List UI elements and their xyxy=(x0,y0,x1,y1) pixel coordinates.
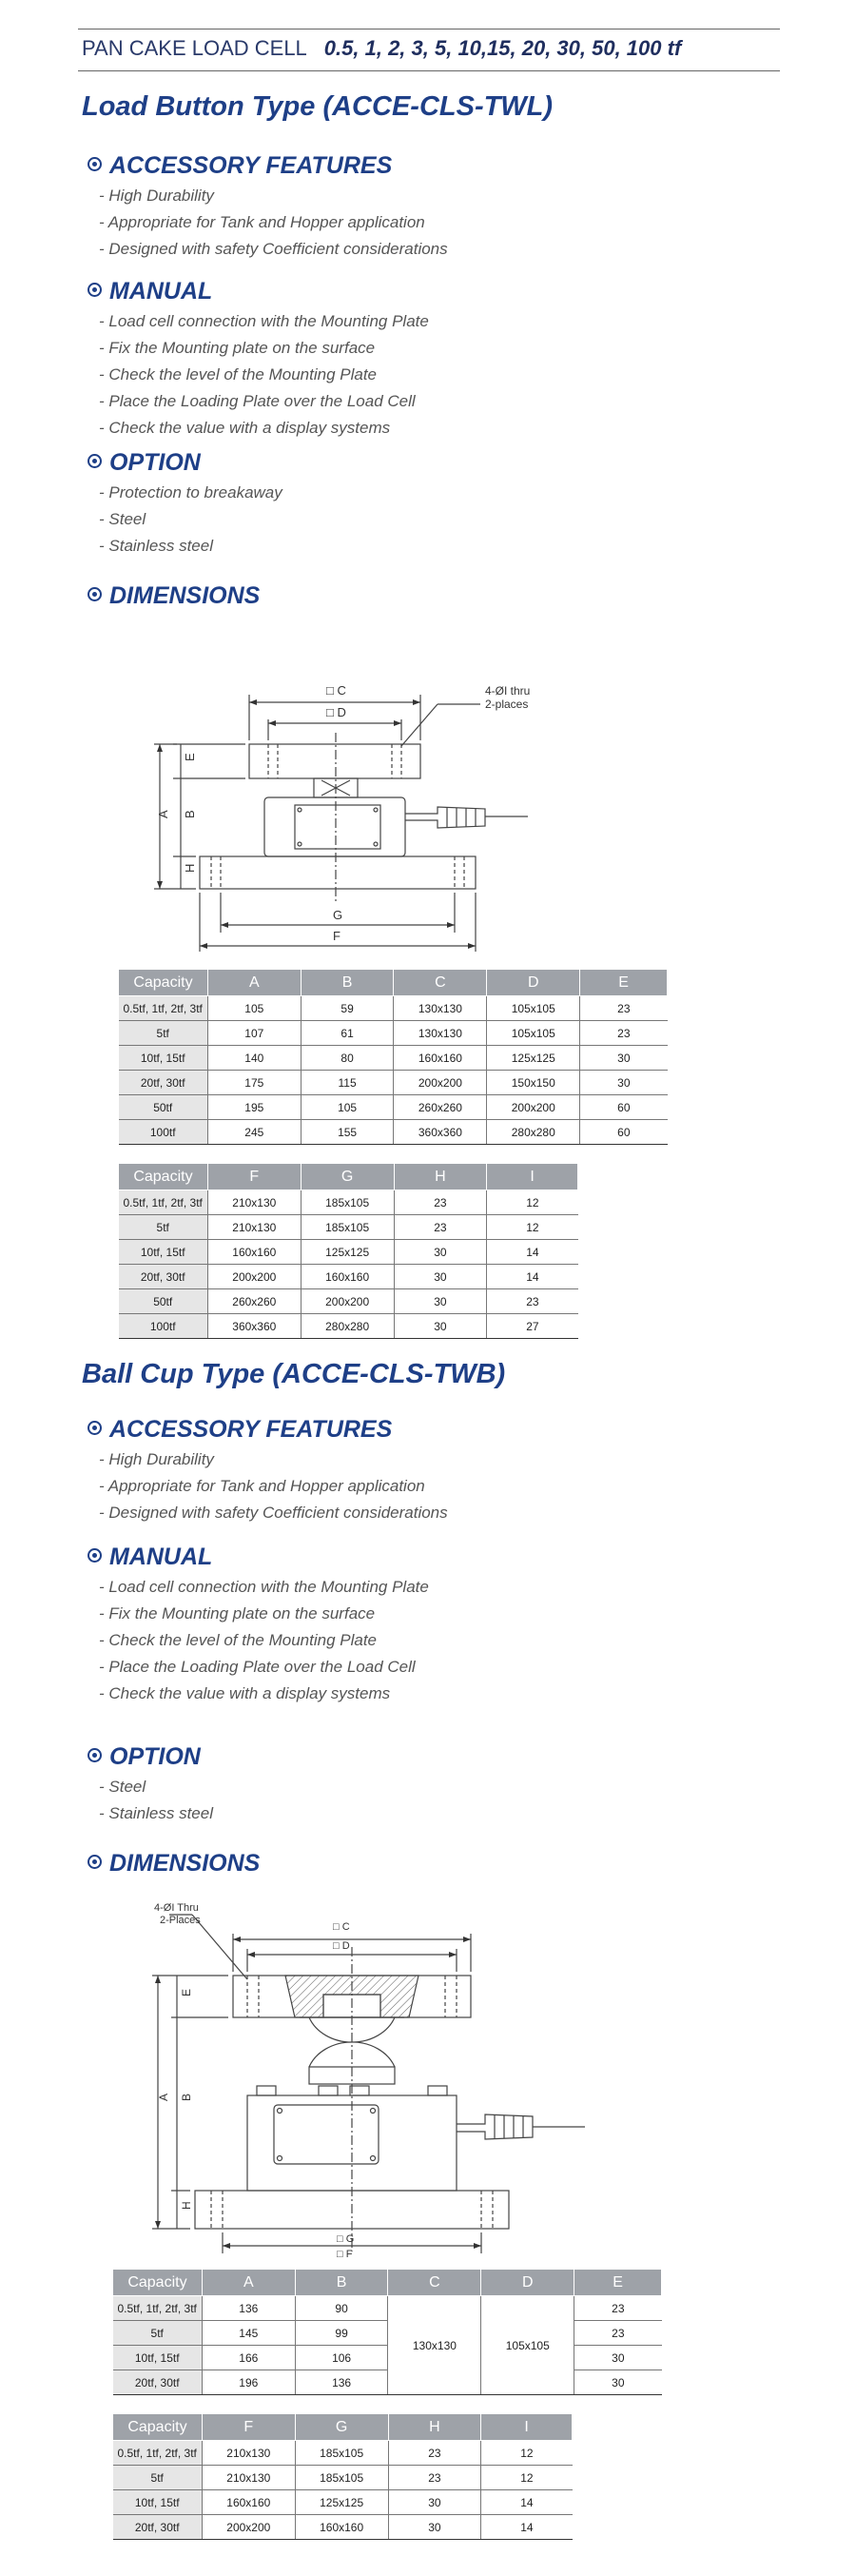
table-header-row: Capacity A B C D E xyxy=(119,970,668,996)
dim-label-a: A xyxy=(157,2093,170,2101)
table-row: 50tf 195 105 260x260 200x200 60 xyxy=(119,1095,668,1120)
table-row: 10tf, 15tf 166 106 30 xyxy=(113,2346,662,2370)
bullet-icon xyxy=(88,587,102,601)
bullet-icon xyxy=(88,283,102,297)
table-row: 5tf 210x130 185x105 23 12 xyxy=(119,1215,578,1240)
table-row: 20tf, 30tf 196 136 30 xyxy=(113,2370,662,2395)
list-item: - Fix the Mounting plate on the surface xyxy=(99,339,376,357)
section-title-ball-cup: Ball Cup Type (ACCE-CLS-TWB) xyxy=(82,1359,506,1389)
bullet-icon xyxy=(88,1421,102,1435)
list-item: - Check the level of the Mounting Plate xyxy=(99,365,377,383)
table-row: 5tf 107 61 130x130 105x105 23 xyxy=(119,1021,668,1046)
header-sizes: 0.5, 1, 2, 3, 5, 10,15, 20, 30, 50, 100 tf xyxy=(323,36,682,60)
table-row: 0.5tf, 1tf, 2tf, 3tf 136 90 130x130 105x105 23 xyxy=(113,2296,662,2321)
list-item: - Designed with safety Coefficient considerations xyxy=(99,240,448,258)
dim-label-h: H xyxy=(180,2201,193,2210)
list-item: - High Durability xyxy=(99,1450,214,1468)
table-row: 0.5tf, 1tf, 2tf, 3tf 105 59 130x130 105x105 23 xyxy=(119,996,668,1021)
table-header-row: Capacity F G H I xyxy=(119,1164,578,1190)
dim-label-b: B xyxy=(180,2093,193,2101)
load-button-dimension-drawing xyxy=(105,657,542,971)
dim-label-c: □ C xyxy=(333,1921,350,1933)
mounting-plate xyxy=(200,856,476,889)
list-item: - Designed with safety Coefficient considerations xyxy=(99,1504,448,1522)
merged-cell-c: 130x130 xyxy=(388,2296,481,2395)
dimension-table-a-e xyxy=(112,2269,662,2395)
dim-note-holes: 4-ØI thru xyxy=(485,684,531,698)
page-header xyxy=(82,36,681,61)
dim-label-b: B xyxy=(183,810,197,818)
list-item: - High Durability xyxy=(99,187,214,205)
table-header-row: Capacity A B C D E xyxy=(113,2270,662,2296)
dim-label-f: □ F xyxy=(337,2249,353,2260)
list-item: - Fix the Mounting plate on the surface xyxy=(99,1604,376,1622)
dimension-table-a-e xyxy=(118,969,668,1145)
dim-label-d: □ D xyxy=(333,1940,350,1952)
features-list xyxy=(99,1446,448,1526)
list-item: - Check the value with a display systems xyxy=(99,1684,391,1702)
dim-label-f: F xyxy=(333,929,340,943)
manual-list xyxy=(99,1574,429,1707)
list-item: - Check the value with a display systems xyxy=(99,419,391,437)
bullet-icon xyxy=(88,1748,102,1762)
dim-label-e: E xyxy=(183,753,197,761)
dimension-table-f-i xyxy=(118,1163,578,1339)
dimensions-heading: DIMENSIONS xyxy=(88,1850,260,1878)
option-heading: OPTION xyxy=(88,1743,201,1771)
features-heading: ACCESSORY FEATURES xyxy=(88,1416,392,1444)
table-row: 10tf, 15tf 160x160 125x125 30 14 xyxy=(119,1240,578,1265)
dim-label-g: G xyxy=(333,908,343,922)
table-row: 20tf, 30tf 200x200 160x160 30 14 xyxy=(113,2515,573,2540)
manual-heading: MANUAL xyxy=(88,278,212,305)
section-title-load-button: Load Button Type (ACCE-CLS-TWL) xyxy=(82,91,554,122)
merged-cell-d: 105x105 xyxy=(481,2296,574,2395)
bullet-icon xyxy=(88,1548,102,1563)
table-header-row: Capacity F G H I xyxy=(113,2414,573,2441)
list-item: - Appropriate for Tank and Hopper application xyxy=(99,213,425,231)
loading-plate xyxy=(249,744,420,778)
manual-list xyxy=(99,308,429,442)
list-item: - Place the Loading Plate over the Load Cell xyxy=(99,392,416,410)
bullet-icon xyxy=(88,454,102,468)
list-item: - Load cell connection with the Mounting Plate xyxy=(99,1578,429,1596)
list-item: - Protection to breakaway xyxy=(99,483,282,501)
table-row: 10tf, 15tf 140 80 160x160 125x125 30 xyxy=(119,1046,668,1071)
header-title: PAN CAKE LOAD CELL xyxy=(82,36,307,60)
option-heading: OPTION xyxy=(88,449,201,477)
bullet-icon xyxy=(88,157,102,171)
dim-label-g: □ G xyxy=(337,2233,355,2245)
list-item: - Appropriate for Tank and Hopper application xyxy=(99,1477,425,1495)
ball-cup-dimension-drawing xyxy=(105,1899,599,2261)
list-item: - Stainless steel xyxy=(99,1804,213,1822)
table-row: 20tf, 30tf 200x200 160x160 30 14 xyxy=(119,1265,578,1289)
table-row: 0.5tf, 1tf, 2tf, 3tf 210x130 185x105 23 12 xyxy=(119,1190,578,1215)
options-list xyxy=(99,480,282,560)
table-row: 20tf, 30tf 175 115 200x200 150x150 30 xyxy=(119,1071,668,1095)
list-item: - Steel xyxy=(99,1778,146,1796)
dimensions-heading: DIMENSIONS xyxy=(88,582,260,610)
table-row: 0.5tf, 1tf, 2tf, 3tf 210x130 185x105 23 12 xyxy=(113,2441,573,2466)
table-row: 50tf 260x260 200x200 30 23 xyxy=(119,1289,578,1314)
table-row: 5tf 210x130 185x105 23 12 xyxy=(113,2466,573,2490)
options-list xyxy=(99,1774,213,1827)
dim-note-places: 2-places xyxy=(485,698,529,711)
list-item: - Check the level of the Mounting Plate xyxy=(99,1631,377,1649)
dim-label-a: A xyxy=(156,810,170,818)
header-bottom-rule xyxy=(78,70,780,71)
list-item: - Place the Loading Plate over the Load Cell xyxy=(99,1658,416,1676)
dim-label-e: E xyxy=(180,1988,193,1996)
table-row: 10tf, 15tf 160x160 125x125 30 14 xyxy=(113,2490,573,2515)
dim-note-places: 2-Places xyxy=(160,1915,201,1926)
bullet-icon xyxy=(88,1855,102,1869)
table-row: 5tf 145 99 23 xyxy=(113,2321,662,2346)
dim-label-d: □ D xyxy=(326,705,346,719)
list-item: - Steel xyxy=(99,510,146,528)
features-list xyxy=(99,183,448,263)
dim-label-h: H xyxy=(183,863,197,873)
list-item: - Load cell connection with the Mounting Plate xyxy=(99,312,429,330)
list-item: - Stainless steel xyxy=(99,537,213,555)
dim-label-c: □ C xyxy=(326,683,346,698)
dim-note-holes: 4-ØI Thru xyxy=(154,1902,199,1914)
table-row: 100tf 245 155 360x360 280x280 60 xyxy=(119,1120,668,1145)
load-cell-body xyxy=(264,797,405,856)
manual-heading: MANUAL xyxy=(88,1544,212,1571)
features-heading: ACCESSORY FEATURES xyxy=(88,152,392,180)
table-row: 100tf 360x360 280x280 30 27 xyxy=(119,1314,578,1339)
dimension-table-f-i xyxy=(112,2413,573,2540)
